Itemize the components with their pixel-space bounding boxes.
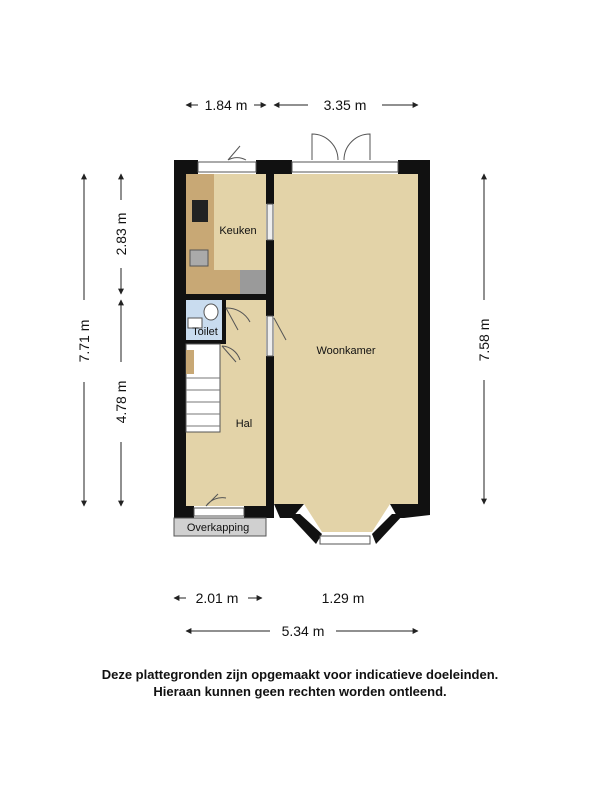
- dim-left-total: 7.71 m: [76, 319, 92, 363]
- room-label-overkapping: Overkapping: [186, 522, 250, 534]
- room-label-hal: Hal: [235, 418, 253, 430]
- room-label-keuken: Keuken: [219, 225, 257, 237]
- dim-right: 7.58 m: [476, 318, 492, 362]
- dim-left-upper: 2.83 m: [113, 212, 129, 256]
- sink-icon: [190, 250, 208, 266]
- stove-icon: [192, 200, 208, 222]
- dim-left-lower: 4.78 m: [113, 380, 129, 424]
- disclaimer-line-1: Deze plattegronden zijn opgemaakt voor indicatieve doeleinden.: [101, 667, 499, 682]
- disclaimer: [0, 666, 600, 700]
- room-label-woonkamer: Woonkamer: [316, 345, 376, 357]
- staircase: [186, 344, 220, 432]
- dim-top-right: 3.35 m: [323, 97, 367, 113]
- dim-bottom-left: 2.01 m: [195, 590, 239, 606]
- disclaimer-line-2: Hieraan kunnen geen rechten worden ontleend.: [153, 684, 447, 699]
- dim-bottom-right: 1.29 m: [321, 590, 365, 606]
- dim-top-left: 1.84 m: [204, 97, 248, 113]
- room-label-toilet: Toilet: [192, 326, 218, 338]
- dim-total-width: 5.34 m: [281, 623, 325, 639]
